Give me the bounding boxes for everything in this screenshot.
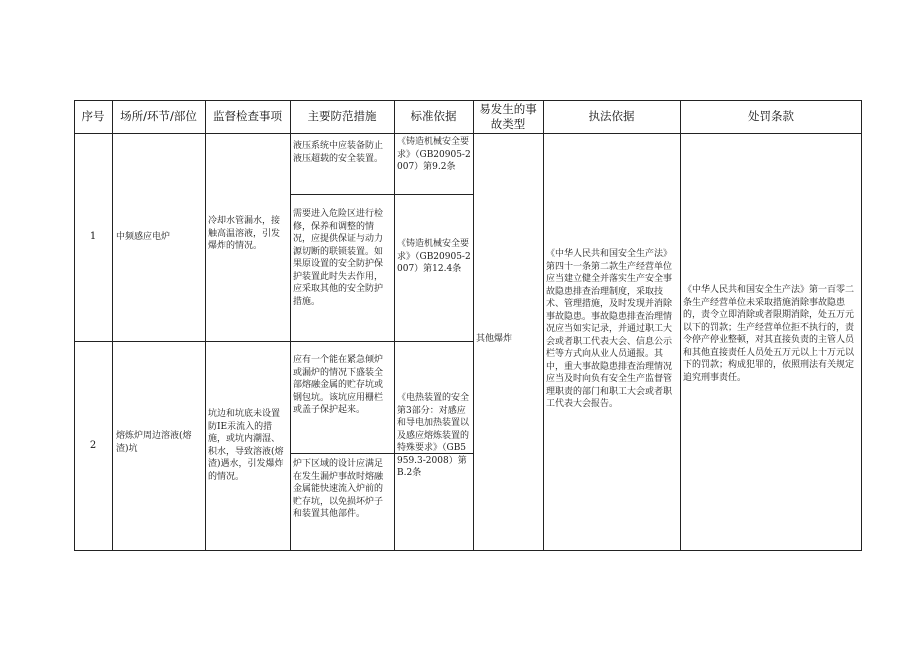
header-standard: 标准依据 (410, 109, 457, 123)
row1-measure-1: 液压系统中应装备防止液压超载的安全装置。 (293, 141, 384, 164)
header-penalty: 处罚条款 (748, 109, 794, 123)
col-divider (473, 100, 474, 551)
header-law: 执法依据 (588, 109, 635, 123)
row1-measure-2: 需要进入危险区进行检修，保养和调整的情况，应提供保证与动力源切断的联锁装置。如果原设置的安全防护保护装置此时失去作用，应采取其他的安全防护措施。 (293, 209, 384, 307)
row2-seq: 2 (89, 439, 97, 451)
header-measures: 主要防范措施 (307, 109, 377, 123)
header-divider (74, 133, 862, 134)
row2-inspect: 坑边和坑底未设置防IE汞流入的措施，或坑内潮湿、积水，导致溶液(熔渣)遇水，引发爆炸的情况。 (208, 409, 284, 482)
header-accident-type: 易发生的事故类型 (479, 101, 537, 131)
row1-seq: 1 (89, 230, 97, 242)
header-inspect: 监督检查事项 (213, 109, 282, 123)
col-divider (680, 100, 681, 551)
row1-inspect: 冷却水管漏水，接触高温溶液，引发爆炸的情况。 (208, 216, 281, 251)
row1-standard-1: 《铸造机械安全要求》（GB20905-2007）第9.2条 (397, 137, 471, 172)
col-divider (394, 100, 395, 551)
penalty-text: 《中华人民共和国安全生产法》第一百零二条生产经营单位未采取措施消除事故隐患的，责令立即消除或者限期消除，处五万元以下的罚款；生产经营单位拒不执行的，责令停产停业整顿，对其直接负责的主管人员和其他直接责任人员处五万元以上十万元以下的罚款；构成犯罪的，依照刑法有关规定追究刑事责任。 (683, 285, 855, 383)
row2-measure-1: 应有一个能在紧急倾炉或漏炉的情况下盛装全部熔融金属的贮存坑或钢包坑。该坑应用栅栏或盖子保护起来。 (293, 355, 384, 415)
row2-measure-2: 炉下区域的设计应满足在发生漏炉事故时熔融金属能快速流入炉前的贮存坑，以免损坏炉子和装置其他部件。 (293, 459, 384, 519)
row2-standard-1: 《电热装置的安全第3部分：对感应和导电加热装置以及感应熔炼装置的特殊要求》（GB5959.3-2008）第B.2条 (397, 393, 470, 478)
row1-place: 中频感应电炉 (116, 232, 171, 242)
col-divider (112, 100, 113, 551)
row-divider (74, 341, 473, 342)
row1-standard-2: 《铸造机械安全要求》（GB20905-2007）第12.4条 (397, 239, 471, 274)
subrow-divider (290, 194, 473, 195)
accident-type: 其他爆炸 (476, 334, 513, 344)
col-divider (290, 100, 291, 551)
row2-place: 熔炼炉周边溶液(熔渣)坑 (116, 431, 192, 454)
header-place: 场所/环节/部位 (120, 109, 197, 123)
col-divider (205, 100, 206, 551)
col-divider (543, 100, 544, 551)
law-text: 《中华人民共和国安全生产法》第四十一条第二款生产经营单位应当建立健全并落实生产安全事故隐患排查治理制度，采取技术、管理措施，及时发现并消除事故隐患。事故隐患排查治理情况应当如实记录，并通过职工大会或者职工代表大会、信息公示栏等方式向从业人员通报。其中，重大事故隐患排查治理情况应当及时向负有安全生产监督管理职责的部门和职工大会或者职工代表大会报告。 (546, 249, 673, 409)
header-seq: 序号 (81, 109, 105, 123)
